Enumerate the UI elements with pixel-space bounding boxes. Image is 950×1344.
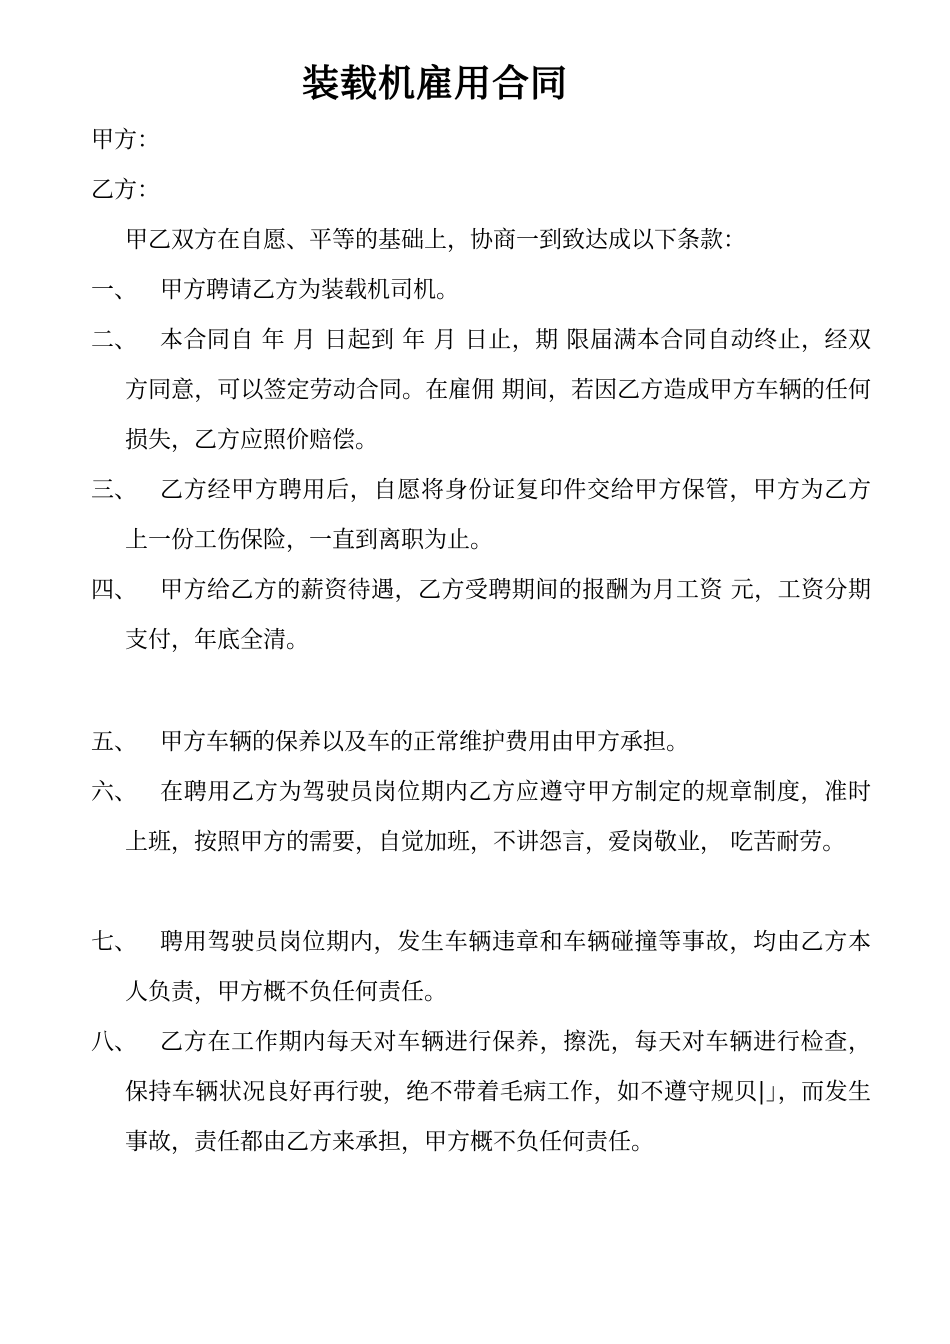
clause-4 [91, 565, 871, 665]
party-b-label: 乙方： [91, 177, 160, 203]
clause-8 [91, 1017, 871, 1167]
clause-text: 乙方在工作期内每天对车辆进行保养，擦洗，每天对车辆进行检查，保持车辆状况良好再行驶，绝不带着毛病工作，如不遵守规贝|」，而发生事故，责任都由乙方来承担，甲方概不负任何责任。 [125, 1029, 871, 1155]
clause-number: 四、 [91, 577, 137, 603]
clause-6 [91, 767, 871, 867]
party-a-label: 甲方： [91, 127, 160, 153]
clause-number: 五、 [91, 729, 137, 755]
intro-paragraph: 甲乙双方在自愿、平等的基础上，协商一到致达成以下条款： [125, 227, 746, 253]
clause-7 [91, 917, 871, 1017]
clause-text: 本合同自 年 月 日起到 年 月 日止，期 限届满本合同自动终止，经双方同意，可以签定劳动合同。在雇佣 期间，若因乙方造成甲方车辆的任何损失，乙方应照价赔偿。 [125, 327, 871, 453]
clause-text: 乙方经甲方聘用后，自愿将身份证复印件交给甲方保管，甲方为乙方上一份工伤保险，一直到离职为止。 [125, 477, 871, 553]
document-title: 装载机雇用合同 [302, 62, 568, 105]
clause-number: 二、 [91, 327, 137, 353]
clause-5 [91, 717, 871, 767]
clause-text: 在聘用乙方为驾驶员岗位期内乙方应遵守甲方制定的规章制度，准时上班，按照甲方的需要，自觉加班，不讲怨言，爱岗敬业， 吃苦耐劳。 [125, 779, 871, 855]
clause-number: 三、 [91, 477, 137, 503]
clause-text: 甲方给乙方的薪资待遇，乙方受聘期间的报酬为月工资 元，工资分期支付，年底全清。 [125, 577, 871, 653]
clause-text: 聘用驾驶员岗位期内，发生车辆违章和车辆碰撞等事故，均由乙方本人负责，甲方概不负任何责任。 [125, 929, 871, 1005]
clause-text: 甲方车辆的保养以及车的正常维护费用由甲方承担。 [160, 729, 689, 755]
clause-number: 一、 [91, 277, 137, 303]
clause-text: 甲方聘请乙方为装载机司机。 [160, 277, 459, 303]
clause-1 [91, 265, 871, 315]
clause-number: 六、 [91, 779, 137, 805]
clause-2 [91, 315, 871, 465]
clause-3 [91, 465, 871, 565]
clause-number: 八、 [91, 1029, 137, 1055]
clause-number: 七、 [91, 929, 137, 955]
